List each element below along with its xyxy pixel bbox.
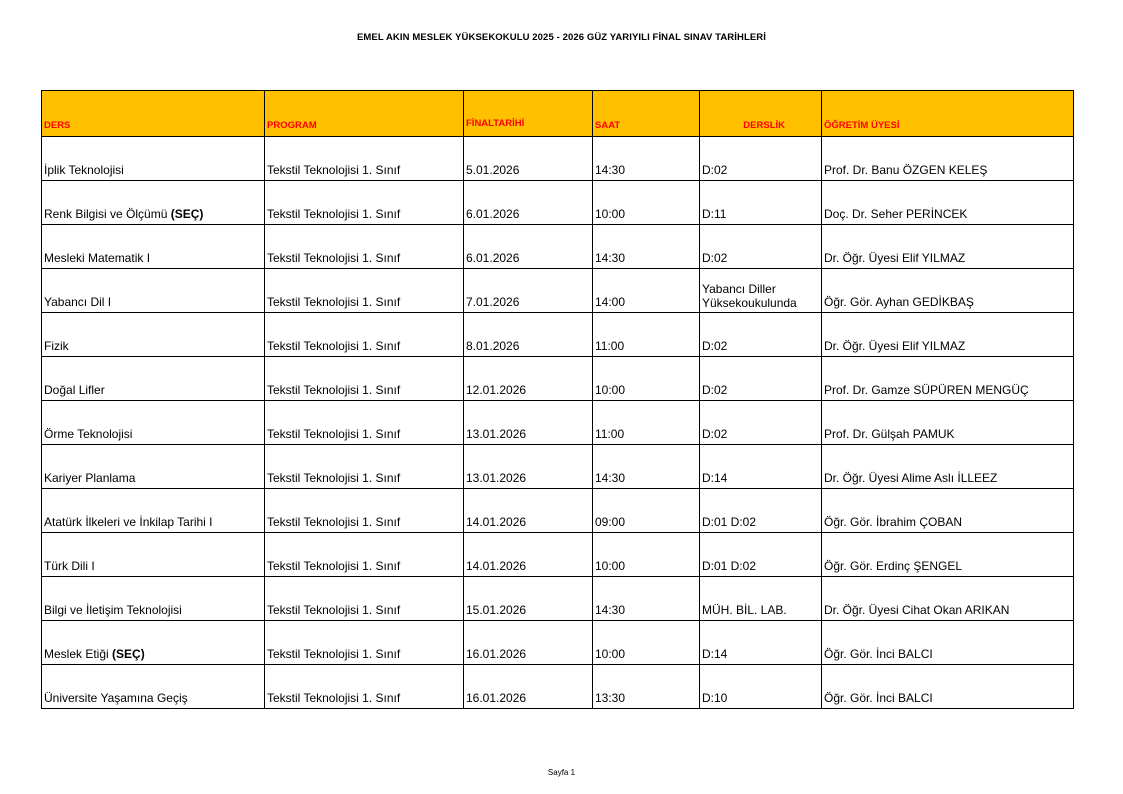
cell-date: 5.01.2026 bbox=[464, 137, 593, 181]
cell-program: Tekstil Teknolojisi 1. Sınıf bbox=[265, 357, 464, 401]
table-row bbox=[42, 445, 1074, 489]
table-header-row bbox=[42, 91, 1074, 137]
cell-time: 09:00 bbox=[593, 489, 700, 533]
cell-room: Yabancı Diller Yüksekoukulunda bbox=[700, 269, 822, 313]
cell-room: MÜH. BİL. LAB. bbox=[700, 577, 822, 621]
cell-instructor: Dr. Öğr. Üyesi Alime Aslı İLLEEZ bbox=[822, 445, 1074, 489]
cell-program: Tekstil Teknolojisi 1. Sınıf bbox=[265, 621, 464, 665]
table-row bbox=[42, 401, 1074, 445]
cell-course bbox=[42, 137, 265, 181]
cell-instructor: Dr. Öğr. Üyesi Cihat Okan ARIKAN bbox=[822, 577, 1074, 621]
cell-date: 14.01.2026 bbox=[464, 533, 593, 577]
table-row bbox=[42, 225, 1074, 269]
cell-date: 12.01.2026 bbox=[464, 357, 593, 401]
cell-course bbox=[42, 533, 265, 577]
cell-course bbox=[42, 225, 265, 269]
cell-date: 13.01.2026 bbox=[464, 401, 593, 445]
cell-instructor: Dr. Öğr. Üyesi Elif YILMAZ bbox=[822, 225, 1074, 269]
cell-room: D:10 bbox=[700, 665, 822, 709]
cell-course bbox=[42, 445, 265, 489]
table-row bbox=[42, 137, 1074, 181]
cell-instructor: Öğr. Gör. İnci BALCI bbox=[822, 665, 1074, 709]
course-name: Fizik bbox=[44, 339, 69, 353]
course-name: Meslek Etiği bbox=[44, 647, 113, 661]
cell-instructor: Prof. Dr. Banu ÖZGEN KELEŞ bbox=[822, 137, 1074, 181]
cell-program: Tekstil Teknolojisi 1. Sınıf bbox=[265, 489, 464, 533]
cell-instructor: Doç. Dr. Seher PERİNCEK bbox=[822, 181, 1074, 225]
cell-instructor: Öğr. Gör. İnci BALCI bbox=[822, 621, 1074, 665]
document-title: EMEL AKIN MESLEK YÜKSEKOKULU 2025 - 2026 GÜZ YARIYILI FİNAL SINAV TARİHLERİ bbox=[356, 32, 767, 43]
cell-program: Tekstil Teknolojisi 1. Sınıf bbox=[265, 577, 464, 621]
cell-room: D:02 bbox=[700, 401, 822, 445]
course-name: Atatürk İlkeleri ve İnkilap Tarihi I bbox=[44, 515, 213, 529]
cell-room: D:02 bbox=[700, 357, 822, 401]
cell-course bbox=[42, 577, 265, 621]
course-name: İplik Teknolojisi bbox=[44, 163, 124, 177]
table-row bbox=[42, 489, 1074, 533]
cell-instructor: Öğr. Gör. Erdinç ŞENGEL bbox=[822, 533, 1074, 577]
cell-time: 10:00 bbox=[593, 533, 700, 577]
table-row bbox=[42, 313, 1074, 357]
cell-date: 8.01.2026 bbox=[464, 313, 593, 357]
cell-course bbox=[42, 357, 265, 401]
course-name: Üniversite Yaşamına Geçiş bbox=[44, 691, 188, 705]
table-row bbox=[42, 665, 1074, 709]
table-row bbox=[42, 269, 1074, 313]
course-name: Türk Dili I bbox=[44, 559, 95, 573]
cell-program: Tekstil Teknolojisi 1. Sınıf bbox=[265, 665, 464, 709]
cell-program: Tekstil Teknolojisi 1. Sınıf bbox=[265, 533, 464, 577]
cell-room: D:02 bbox=[700, 313, 822, 357]
cell-instructor: Öğr. Gör. İbrahim ÇOBAN bbox=[822, 489, 1074, 533]
cell-program: Tekstil Teknolojisi 1. Sınıf bbox=[265, 445, 464, 489]
cell-time: 14:00 bbox=[593, 269, 700, 313]
cell-time: 10:00 bbox=[593, 181, 700, 225]
cell-time: 10:00 bbox=[593, 357, 700, 401]
cell-time: 14:30 bbox=[593, 445, 700, 489]
course-name: Bilgi ve İletişim Teknolojisi bbox=[44, 603, 182, 617]
header-date-label: FİNALTARİHİ bbox=[466, 118, 525, 129]
cell-time: 14:30 bbox=[593, 225, 700, 269]
cell-date: 16.01.2026 bbox=[464, 621, 593, 665]
cell-time: 11:00 bbox=[593, 313, 700, 357]
cell-instructor: Dr. Öğr. Üyesi Elif YILMAZ bbox=[822, 313, 1074, 357]
cell-course bbox=[42, 401, 265, 445]
header-instructor: ÖĞRETİM ÜYESİ bbox=[822, 91, 1074, 137]
cell-date: 13.01.2026 bbox=[464, 445, 593, 489]
cell-room: D:11 bbox=[700, 181, 822, 225]
cell-time: 14:30 bbox=[593, 137, 700, 181]
cell-course bbox=[42, 269, 265, 313]
cell-room: D:02 bbox=[700, 225, 822, 269]
cell-date: 6.01.2026 bbox=[464, 225, 593, 269]
header-time: SAAT bbox=[593, 91, 700, 137]
header-program: PROGRAM bbox=[265, 91, 464, 137]
cell-program: Tekstil Teknolojisi 1. Sınıf bbox=[265, 401, 464, 445]
cell-course bbox=[42, 665, 265, 709]
table-row bbox=[42, 577, 1074, 621]
cell-program: Tekstil Teknolojisi 1. Sınıf bbox=[265, 181, 464, 225]
cell-course bbox=[42, 181, 265, 225]
cell-date: 15.01.2026 bbox=[464, 577, 593, 621]
cell-date: 6.01.2026 bbox=[464, 181, 593, 225]
header-course: DERS bbox=[42, 91, 265, 137]
table-row bbox=[42, 181, 1074, 225]
course-name: Mesleki Matematik I bbox=[44, 251, 151, 265]
cell-program: Tekstil Teknolojisi 1. Sınıf bbox=[265, 137, 464, 181]
cell-room: D:01 D:02 bbox=[700, 533, 822, 577]
cell-room: D:01 D:02 bbox=[700, 489, 822, 533]
course-name: Renk Bilgisi ve Ölçümü bbox=[44, 207, 171, 221]
cell-instructor: Öğr. Gör. Ayhan GEDİKBAŞ bbox=[822, 269, 1074, 313]
table-body bbox=[42, 137, 1074, 709]
cell-time: 11:00 bbox=[593, 401, 700, 445]
cell-instructor: Prof. Dr. Gamze SÜPÜREN MENGÜÇ bbox=[822, 357, 1074, 401]
cell-time: 10:00 bbox=[593, 621, 700, 665]
cell-date: 16.01.2026 bbox=[464, 665, 593, 709]
table-row bbox=[42, 621, 1074, 665]
course-name: Kariyer Planlama bbox=[44, 471, 136, 485]
header-date bbox=[464, 91, 593, 137]
table-row bbox=[42, 357, 1074, 401]
table-row bbox=[42, 533, 1074, 577]
cell-time: 14:30 bbox=[593, 577, 700, 621]
cell-room: D:02 bbox=[700, 137, 822, 181]
cell-course bbox=[42, 621, 265, 665]
course-name: Yabancı Dil I bbox=[44, 295, 112, 309]
cell-course bbox=[42, 313, 265, 357]
elective-tag: (SEÇ) bbox=[112, 647, 145, 661]
header-room: DERSLİK bbox=[700, 91, 822, 137]
page-number: Sayfa 1 bbox=[547, 768, 576, 777]
cell-room: D:14 bbox=[700, 445, 822, 489]
cell-program: Tekstil Teknolojisi 1. Sınıf bbox=[265, 269, 464, 313]
elective-tag: (SEÇ) bbox=[170, 207, 204, 221]
cell-date: 7.01.2026 bbox=[464, 269, 593, 313]
cell-program: Tekstil Teknolojisi 1. Sınıf bbox=[265, 225, 464, 269]
cell-program: Tekstil Teknolojisi 1. Sınıf bbox=[265, 313, 464, 357]
cell-instructor: Prof. Dr. Gülşah PAMUK bbox=[822, 401, 1074, 445]
exam-schedule-table bbox=[41, 90, 1074, 709]
cell-course bbox=[42, 489, 265, 533]
cell-room: D:14 bbox=[700, 621, 822, 665]
cell-date: 14.01.2026 bbox=[464, 489, 593, 533]
course-name: Örme Teknolojisi bbox=[44, 427, 133, 441]
course-name: Doğal Lifler bbox=[44, 383, 105, 397]
cell-time: 13:30 bbox=[593, 665, 700, 709]
